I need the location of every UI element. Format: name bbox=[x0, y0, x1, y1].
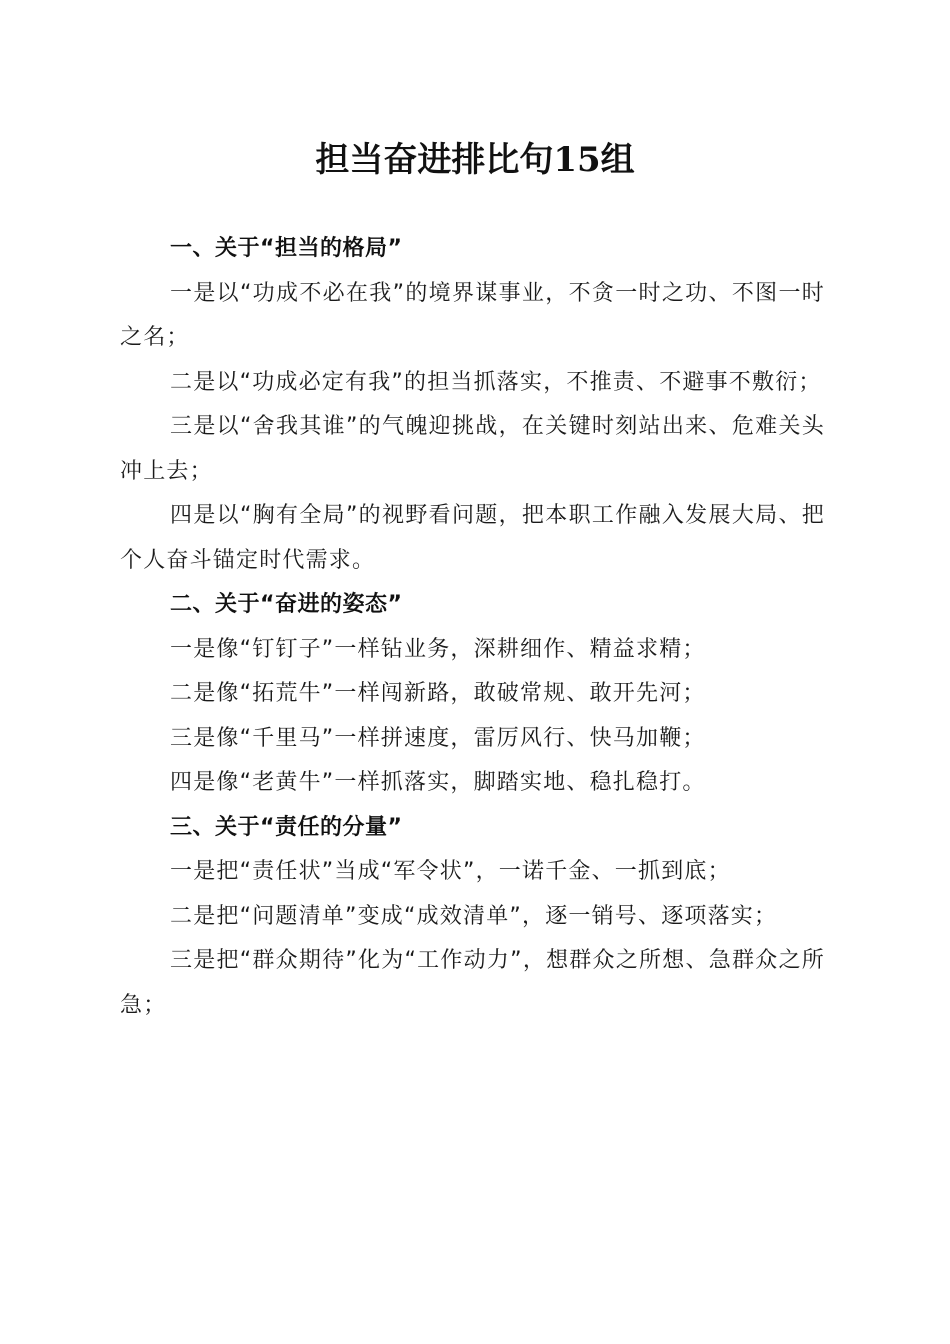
paragraph: 三是把“群众期待”化为“工作动力”，想群众之所想、急群众之所急； bbox=[120, 948, 825, 1018]
paragraph: 三是以“舍我其谁”的气魄迎挑战，在关键时刻站出来、危难关头冲上去； bbox=[120, 414, 825, 484]
paragraph: 一是像“钉钉子”一样钻业务，深耕细作、精益求精； bbox=[170, 636, 706, 662]
paragraph: 一是以“功成不必在我”的境界谋事业，不贪一时之功、不图一时之名； bbox=[120, 280, 825, 350]
paragraph: 二是像“拓荒牛”一样闯新路，敢破常规、敢开先河； bbox=[170, 681, 706, 706]
section-heading: 三、关于“责任的分量” bbox=[170, 814, 403, 840]
paragraph: 四是像“老黄牛”一样抓落实，脚踏实地、稳扎稳打。 bbox=[170, 770, 706, 795]
paragraph: 二是把“问题清单”变成“成效清单”，逐一销号、逐项落实； bbox=[170, 903, 778, 929]
document-title: 担当奋进排比句15组 bbox=[315, 140, 635, 180]
paragraph: 三是像“千里马”一样拼速度，雷厉风行、快马加鞭； bbox=[170, 725, 706, 751]
paragraph: 一是把“责任状”当成“军令状”，一诺千金、一抓到底； bbox=[170, 859, 731, 884]
section-heading: 二、关于“奋进的姿态” bbox=[170, 592, 403, 617]
document-body bbox=[120, 227, 825, 1028]
paragraph: 四是以“胸有全局”的视野看问题，把本职工作融入发展大局、把个人奋斗锚定时代需求。 bbox=[120, 503, 825, 573]
section-heading: 一、关于“担当的格局” bbox=[170, 236, 403, 261]
paragraph: 二是以“功成必定有我”的担当抓落实，不推责、不避事不敷衍； bbox=[170, 369, 822, 395]
